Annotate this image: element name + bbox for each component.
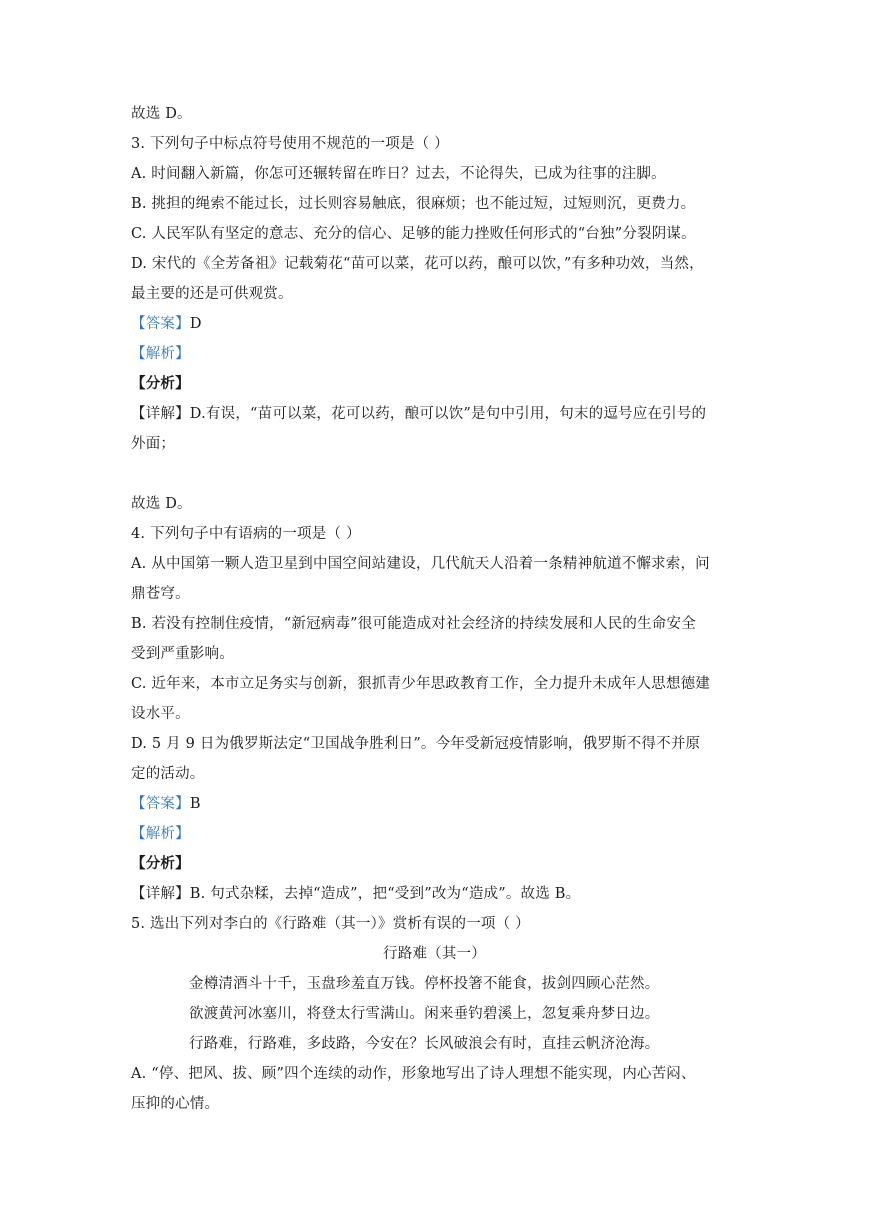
- q4-fenxi: 【分析】: [131, 855, 190, 872]
- q4-detail: 【详解】B. 句式杂糅，去掉“造成”，把“受到”改为“造成”。故选 B。: [131, 886, 581, 902]
- q4-option-b-line2: 受到严重影响。: [131, 646, 234, 662]
- q4-stem: 4. 下列句子中有语病的一项是（ ）: [131, 526, 361, 542]
- q4-option-a-line2: 鼎苍穹。: [131, 586, 190, 602]
- q4-analysis-tag: 【解析】: [131, 826, 190, 842]
- q4-option-b-line1: B. 若没有控制住疫情，“新冠病毒”很可能造成对社会经济的持续发展和人民的生命安全: [131, 616, 696, 632]
- q4-option-c-line2: 设水平。: [131, 706, 190, 722]
- q2-conclusion: 故选 D。: [131, 106, 192, 122]
- q5-option-a-line2: 压抑的心情。: [131, 1096, 220, 1112]
- answer-value: D: [189, 316, 202, 332]
- q5-option-a-line1: A. “停、把风、拔、顾”四个连续的动作，形象地写出了诗人理想不能实现，内心苦闷、: [131, 1066, 696, 1082]
- q4-option-d-line2: 定的活动。: [131, 766, 205, 782]
- q5-stem: 5. 选出下列对李白的《行路难（其一）》赏析有误的一项（ ）: [131, 916, 530, 932]
- q3-analysis-tag: 【解析】: [131, 346, 190, 362]
- q3-conclusion: 故选 D。: [131, 496, 192, 512]
- q3-option-c: C. 人民军队有坚定的意志、充分的信心、足够的能力挫败任何形式的“台独”分裂阴谋。: [131, 226, 696, 242]
- q3-detail-line2: 外面；: [131, 436, 176, 452]
- q4-option-a-line1: A. 从中国第一颗人造卫星到中国空间站建设，几代航天人沿着一条精神航道不懈求索，问: [131, 556, 710, 572]
- poem-line-1: 金樽清酒斗十千，玉盘珍羞直万钱。停杯投箸不能食，拔剑四顾心茫然。: [189, 976, 660, 992]
- q4-answer: [131, 794, 201, 814]
- q3-option-d-line1: D. 宋代的《全芳备祖》记载菊花“苗可以菜，花可以药，酿可以饮，”有多种功效，当然，: [131, 256, 704, 272]
- poem-line-3: 行路难，行路难，多歧路，今安在？长风破浪会有时，直挂云帆济沧海。: [189, 1036, 660, 1052]
- q3-stem: 3. 下列句子中标点符号使用不规范的一项是（ ）: [131, 136, 449, 152]
- q3-option-d-line2: 最主要的还是可供观赏。: [131, 286, 293, 302]
- q3-fenxi: 【分析】: [131, 375, 190, 392]
- q3-option-a: A. 时间翻入新篇，你怎可还辗转留在昨日？过去，不论得失，已成为往事的注脚。: [131, 166, 666, 182]
- poem-line-2: 欲渡黄河冰塞川，将登太行雪满山。闲来垂钓碧溪上，忽复乘舟梦日边。: [189, 1006, 660, 1022]
- answer-tag: 【答案】: [131, 796, 190, 812]
- q3-option-b: B. 挑担的绳索不能过长，过长则容易触底，很麻烦；也不能过短，过短则沉，更费力。: [131, 196, 696, 212]
- poem-title: 行路难（其一）: [383, 946, 486, 962]
- q4-option-c-line1: C. 近年来，本市立足务实与创新，狠抓青少年思政教育工作，全力提升未成年人思想德建: [131, 676, 710, 692]
- answer-value: B: [189, 796, 201, 812]
- q3-detail-line1: 【详解】D.有误，“苗可以菜，花可以药，酿可以饮”是句中引用，句末的逗号应在引号的: [131, 406, 707, 422]
- answer-tag: 【答案】: [131, 316, 190, 332]
- q3-answer: [131, 314, 202, 334]
- q4-option-d-line1: D. 5 月 9 日为俄罗斯法定“卫国战争胜利日”。今年受新冠疫情影响，俄罗斯不得不并原: [131, 736, 701, 752]
